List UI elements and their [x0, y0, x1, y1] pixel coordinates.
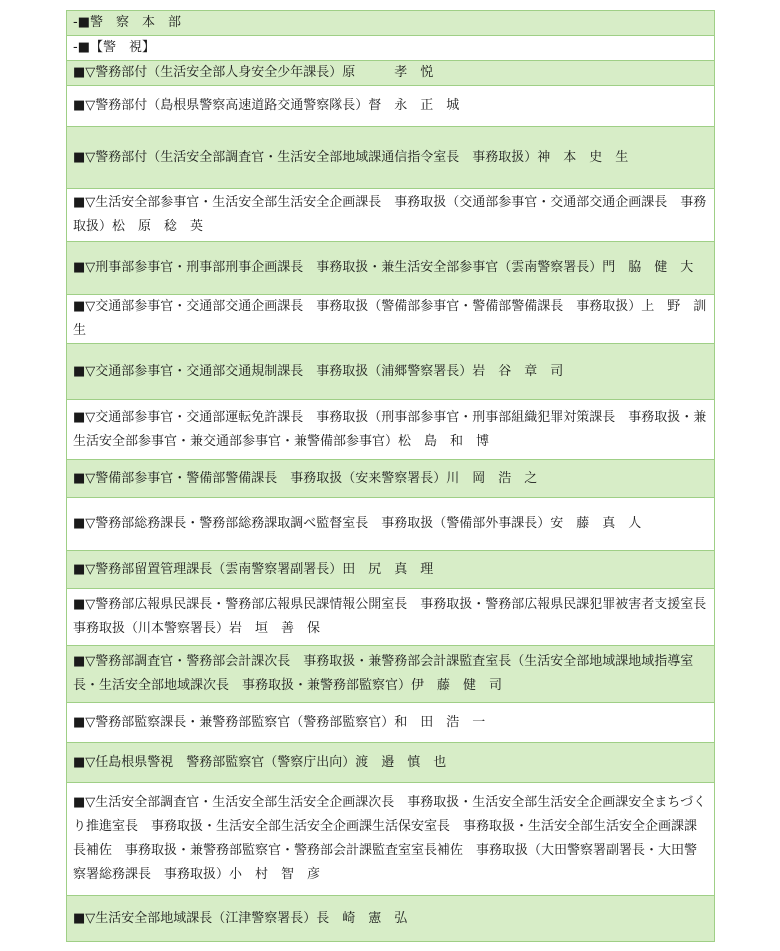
personnel-table-body	[67, 11, 720, 942]
personnel-row	[67, 86, 715, 127]
personnel-entry: ■▽任島根県警視 警務部監察官（警察庁出向）渡 邉 慎 也	[67, 743, 715, 783]
section-header-row	[67, 11, 715, 36]
personnel-entry: ■▽警務部付（生活安全部人身安全少年課長）原 孝 悦	[67, 61, 715, 86]
personnel-entry: ■▽生活安全部調査官・生活安全部生活安全企画課次長 事務取扱・生活安全部生活安全企画課安全まちづくり推進室長 事務取扱・生活安全部生活安全企画課生活保安室長 事務取扱・生活安全部生活安全企画課課長補佐 事務取扱・兼警務部監察官・警務部会計課監査室室長補佐 事務取扱（大田警察署副署長・大田警察署総務課長 事務取扱）小 村 智 彦	[67, 783, 715, 896]
personnel-entry: ■▽交通部参事官・交通部交通規制課長 事務取扱（浦郷警察署長）岩 谷 章 司	[67, 344, 715, 400]
personnel-row	[67, 783, 715, 896]
personnel-row	[67, 551, 715, 589]
personnel-entry: ■▽警務部付（島根県警察高速道路交通警察隊長）督 永 正 城	[67, 86, 715, 127]
personnel-entry: ■▽生活安全部参事官・生活安全部生活安全企画課長 事務取扱（交通部参事官・交通部交通企画課長 事務取扱）松 原 稔 英	[67, 189, 715, 242]
personnel-row	[67, 743, 715, 783]
personnel-row	[67, 189, 715, 242]
personnel-entry: ■▽生活安全部地域課長（江津警察署長）長 崎 憲 弘	[67, 896, 715, 942]
personnel-row	[67, 127, 715, 189]
personnel-row	[67, 400, 715, 460]
personnel-row	[67, 498, 715, 551]
personnel-table	[66, 10, 720, 942]
personnel-row	[67, 646, 715, 703]
personnel-entry: ■▽交通部参事官・交通部運転免許課長 事務取扱（刑事部参事官・刑事部組織犯罪対策課長 事務取扱・兼生活安全部参事官・兼交通部参事官・兼警備部参事官）松 島 和 博	[67, 400, 715, 460]
personnel-entry: ■▽警務部広報県民課長・警務部広報県民課情報公開室長 事務取扱・警務部広報県民課犯罪被害者支援室長 事務取扱（川本警察署長）岩 垣 善 保	[67, 589, 715, 646]
section-header-cell: -■警 察 本 部	[67, 11, 715, 36]
personnel-entry: ■▽刑事部参事官・刑事部刑事企画課長 事務取扱・兼生活安全部参事官（雲南警察署長）門 脇 健 大	[67, 242, 715, 295]
personnel-row	[67, 295, 715, 344]
personnel-row	[67, 61, 715, 86]
personnel-row	[67, 589, 715, 646]
personnel-entry: ■▽警務部調査官・警務部会計課次長 事務取扱・兼警務部会計課監査室長（生活安全部地域課地域指導室長・生活安全部地域課次長 事務取扱・兼警務部監察官）伊 藤 健 司	[67, 646, 715, 703]
section-header-row	[67, 36, 715, 61]
personnel-entry: ■▽警備部参事官・警備部警備課長 事務取扱（安来警察署長）川 岡 浩 之	[67, 460, 715, 498]
personnel-entry: ■▽警務部付（生活安全部調査官・生活安全部地域課通信指令室長 事務取扱）神 本 史 生	[67, 127, 715, 189]
personnel-row	[67, 242, 715, 295]
personnel-row	[67, 460, 715, 498]
section-header-cell: -■【警 視】	[67, 36, 715, 61]
personnel-entry: ■▽警務部監察課長・兼警務部監察官（警務部監察官）和 田 浩 一	[67, 703, 715, 743]
personnel-entry: ■▽警務部留置管理課長（雲南警察署副署長）田 尻 真 理	[67, 551, 715, 589]
personnel-row	[67, 896, 715, 942]
personnel-entry: ■▽交通部参事官・交通部交通企画課長 事務取扱（警備部参事官・警備部警備課長 事務取扱）上 野 訓 生	[67, 295, 715, 344]
personnel-row	[67, 344, 715, 400]
personnel-row	[67, 703, 715, 743]
personnel-entry: ■▽警務部総務課長・警務部総務課取調べ監督室長 事務取扱（警備部外事課長）安 藤 真 人	[67, 498, 715, 551]
